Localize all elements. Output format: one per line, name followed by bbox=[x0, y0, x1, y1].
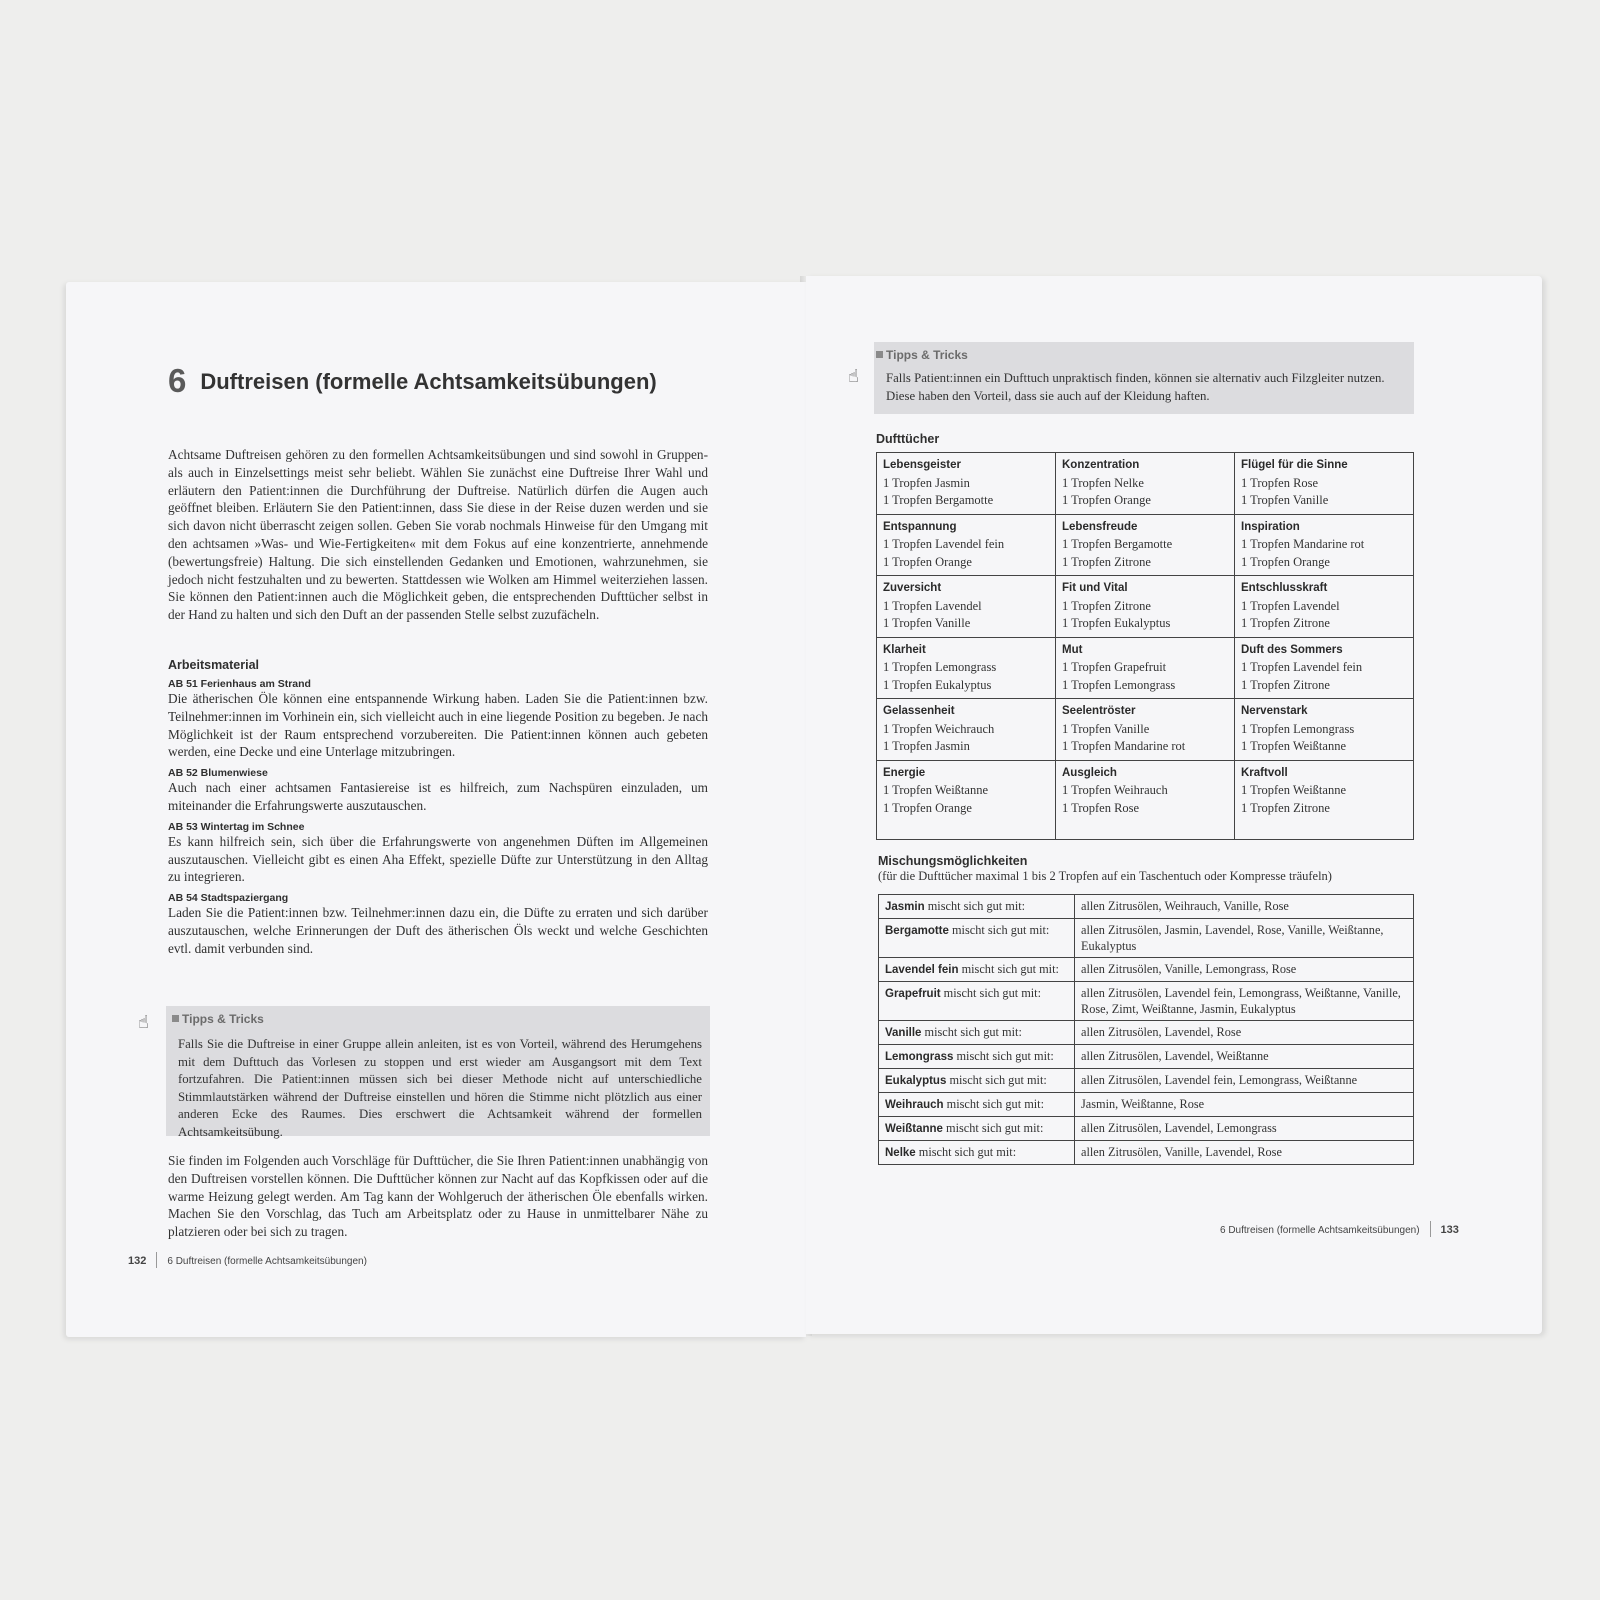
dufttuch-cell bbox=[1056, 699, 1235, 761]
mix-suffix: mischt sich gut mit: bbox=[946, 1097, 1045, 1111]
material-text: Auch nach einer achtsamen Fantasiereise ist es hilfreich, zum Nachspüren einzuladen, um miteinander die Erfahrungswerte auszutauschen. bbox=[168, 780, 708, 813]
dufttuch-name: Gelassenheit bbox=[883, 705, 955, 717]
mix-suffix: mischt sich gut mit: bbox=[943, 986, 1042, 1000]
mix-suffix: mischt sich gut mit: bbox=[924, 1025, 1022, 1039]
dufttuch-row bbox=[877, 576, 1414, 638]
dufttuch-ingredient: 1 Tropfen Orange bbox=[883, 554, 972, 569]
mix-row bbox=[879, 1141, 1414, 1165]
dufttuch-row bbox=[877, 637, 1414, 699]
dufttuch-name: Duft des Sommers bbox=[1241, 643, 1343, 656]
dufttuch-ingredient: 1 Tropfen Zitrone bbox=[1241, 616, 1330, 630]
dufttuch-cell bbox=[877, 637, 1056, 699]
tip-heading bbox=[876, 348, 968, 362]
chapter-number: 6 bbox=[168, 362, 187, 399]
dufttuch-name: Klarheit bbox=[883, 643, 926, 656]
mix-row bbox=[879, 1069, 1414, 1093]
dufttuch-ingredient: 1 Tropfen Lemongrass bbox=[883, 660, 997, 674]
mix-oil-name: Weihrauch bbox=[885, 1099, 944, 1111]
left-page bbox=[66, 282, 806, 1337]
mix-oil-name: Grapefruit bbox=[885, 988, 941, 1000]
dufttuch-name: Energie bbox=[883, 766, 926, 779]
mix-oil-name: Lavendel fein bbox=[885, 964, 959, 976]
mix-suffix: mischt sich gut mit: bbox=[949, 1073, 1047, 1087]
dufttuch-ingredient: 1 Tropfen Jasmin bbox=[883, 475, 970, 490]
dufttuch-name: Lebensfreude bbox=[1062, 520, 1138, 533]
mix-oil-cell bbox=[879, 958, 1075, 982]
mix-row bbox=[879, 1093, 1414, 1117]
dufttuch-ingredient: 1 Tropfen Jasmin bbox=[883, 739, 970, 753]
mix-suffix: mischt sich gut mit: bbox=[927, 899, 1026, 913]
mix-row bbox=[879, 1117, 1414, 1141]
page-number: 133 bbox=[1440, 1224, 1459, 1236]
dufttuch-ingredient: 1 Tropfen Mandarine rot bbox=[1241, 537, 1365, 551]
right-page bbox=[806, 276, 1542, 1334]
dufttuch-ingredient: 1 Tropfen Vanille bbox=[883, 616, 971, 630]
tip-heading-text: Tipps & Tricks bbox=[886, 348, 968, 362]
dufttuch-cell bbox=[877, 699, 1056, 761]
mix-suffix: mischt sich gut mit: bbox=[961, 962, 1059, 976]
footer-divider bbox=[1430, 1221, 1431, 1237]
dufttuch-ingredient: 1 Tropfen Weißtanne bbox=[1241, 739, 1347, 753]
dufttuch-ingredient: 1 Tropfen Mandarine rot bbox=[1062, 739, 1186, 753]
right-footer bbox=[1220, 1221, 1459, 1237]
dufttuch-name: Zuversicht bbox=[883, 582, 942, 594]
tip-square-icon bbox=[876, 351, 883, 358]
dufttuch-ingredient: 1 Tropfen Nelke bbox=[1062, 475, 1144, 490]
chapter-title bbox=[168, 362, 657, 400]
dufttuch-ingredient: 1 Tropfen Orange bbox=[883, 800, 972, 815]
dufttuch-ingredient: 1 Tropfen Weißtanne bbox=[883, 783, 989, 797]
material-item bbox=[168, 821, 708, 886]
dufttuch-cell bbox=[1235, 453, 1414, 515]
mix-oil-cell bbox=[879, 1021, 1075, 1045]
tip-box bbox=[166, 1006, 710, 1139]
footer-divider bbox=[156, 1252, 157, 1268]
dufttuch-cell bbox=[1056, 453, 1235, 515]
dufttuch-ingredient: 1 Tropfen Bergamotte bbox=[883, 493, 994, 507]
dufttuch-cell bbox=[1235, 699, 1414, 761]
dufttuch-ingredient: 1 Tropfen Lavendel fein bbox=[1241, 660, 1363, 674]
dufttuch-ingredient: 1 Tropfen Lemongrass bbox=[1241, 721, 1355, 736]
mix-value: allen Zitrusölen, Lavendel fein, Lemongrass, Weißtanne bbox=[1075, 1069, 1414, 1093]
mix-value: Jasmin, Weißtanne, Rose bbox=[1075, 1093, 1414, 1117]
mix-oil-cell bbox=[879, 1141, 1075, 1165]
dufttuch-name: Nervenstark bbox=[1241, 705, 1308, 717]
dufttuch-cell bbox=[1235, 637, 1414, 699]
mix-row bbox=[879, 1045, 1414, 1069]
mix-row bbox=[879, 895, 1414, 919]
closing-paragraph: Sie finden im Folgenden auch Vorschläge für Dufttücher, die Sie Ihren Patient:innen unabhängig von den Duftreisen vorstellen können. Die Dufttücher können zur Nacht auf das Kopfkissen oder auf die warme Heizung gelegt werden. Am Tag kann der Wohlgeruch der ätherischen Öle ebenfalls wirken. Machen Sie den Vorschlag, das Tuch am Arbeitsplatz oder zu Hause in unmittelbarer Nähe zu platzieren oder bei sich zu tragen. bbox=[168, 1153, 708, 1240]
materials-list bbox=[168, 672, 708, 958]
material-item bbox=[168, 892, 708, 957]
dufttuch-name: Entschlusskraft bbox=[1241, 582, 1328, 594]
dufttuch-ingredient: 1 Tropfen Rose bbox=[1241, 475, 1319, 490]
tip-text: Falls Patient:innen ein Dufttuch unpraktisch finden, können sie alternativ auch Filzgleiter nutzen. Diese haben den Vorteil, dass sie auch auf der Kleidung haften. bbox=[886, 371, 1385, 403]
dufttuch-ingredient: 1 Tropfen Weichrauch bbox=[883, 721, 995, 736]
material-item bbox=[168, 678, 708, 761]
mix-value: allen Zitrusölen, Vanille, Lavendel, Rose bbox=[1075, 1141, 1414, 1165]
mix-row bbox=[879, 982, 1414, 1021]
mix-value: allen Zitrusölen, Lavendel, Rose bbox=[1075, 1021, 1414, 1045]
dufttuch-ingredient: 1 Tropfen Weißtanne bbox=[1241, 783, 1347, 797]
chapter-title-text: Duftreisen (formelle Achtsamkeitsübungen) bbox=[200, 369, 657, 394]
mix-heading: Mischungsmöglichkeiten bbox=[878, 854, 1028, 868]
dufttuch-name: Fit und Vital bbox=[1062, 582, 1128, 594]
mix-suffix: mischt sich gut mit: bbox=[946, 1121, 1044, 1135]
dufttuch-name: Kraftvoll bbox=[1241, 766, 1288, 779]
mix-oil-cell bbox=[879, 982, 1075, 1021]
running-head: 6 Duftreisen (formelle Achtsamkeitsübungen) bbox=[167, 1256, 367, 1267]
dufttuch-cell bbox=[1056, 760, 1235, 839]
dufttuch-cell bbox=[877, 760, 1056, 839]
dufttuch-ingredient: 1 Tropfen Zitrone bbox=[1241, 800, 1330, 815]
dufttuch-cell bbox=[1056, 637, 1235, 699]
material-heading: Arbeitsmaterial bbox=[168, 658, 260, 672]
intro-paragraph: Achtsame Duftreisen gehören zu den formellen Achtsamkeitsübungen und sind sowohl in Gruppen-als auch in Einzelsettings meist sehr beliebt. Wählen Sie zunächst eine Duftreise Ihrer Wahl und erläutern den Patient:innen die Durchführung der Duftreise. Natürlich dürfen die Augen auch geöffnet bleiben. Erläutern Sie den Patient:innen, dass Sie diese in der Reise duzen werden und sie sich davon nicht überrascht zeigen sollen. Geben Sie vorab nochmals Hinweise für den Umgang mit den achtsamen »Was- und Wie-Fertigkeiten« mit dem Fokus auf eine konzentrierte, annehmende (bewertungsfreie) Haltung. Die sich einstellenden Gedanken und Emotionen, wahrzunehmen, sie jedoch nicht festzuhalten und zu bewerten. Stattdessen wie Wolken am Himmel weiterziehen lassen. Sie können den Patient:innen auch die Möglichkeit geben, die entsprechenden Dufttücher selbst in der Hand zu halten und sich den Duft an der passenden Stelle selbst zuzufächeln. bbox=[168, 447, 708, 623]
mix-subheading: (für die Dufttücher maximal 1 bis 2 Tropfen auf ein Taschentuch oder Kompresse träufeln) bbox=[878, 869, 1332, 883]
pointing-hand-icon: ☝ bbox=[848, 366, 859, 387]
dufttuch-ingredient: 1 Tropfen Eukalyptus bbox=[1062, 616, 1171, 630]
dufttuch-ingredient: 1 Tropfen Vanille bbox=[1241, 493, 1329, 507]
dufttuch-cell bbox=[1235, 760, 1414, 839]
mix-oil-cell bbox=[879, 919, 1075, 958]
material-title: AB 53 Wintertag im Schnee bbox=[168, 820, 305, 833]
dufttuch-ingredient: 1 Tropfen Eukalyptus bbox=[883, 677, 992, 692]
dufttuch-ingredient: 1 Tropfen Zitrone bbox=[1062, 598, 1151, 613]
tip-square-icon bbox=[172, 1015, 179, 1022]
dufttuch-cell bbox=[1056, 514, 1235, 576]
tip-box bbox=[874, 342, 1414, 414]
tip-heading-text: Tipps & Tricks bbox=[182, 1012, 264, 1026]
material-text: Es kann hilfreich sein, sich über die Erfahrungswerte von angenehmen Düften im Allgemeinen auszutauschen. Vielleicht gibt es einen Aha Effekt, spezielle Düfte zur Unterstützung in den Alltag zu integrieren. bbox=[168, 833, 708, 885]
dufttuch-name: Flügel für die Sinne bbox=[1241, 459, 1348, 471]
mix-oil-cell bbox=[879, 895, 1075, 919]
dufttuch-row bbox=[877, 514, 1414, 576]
dufttuch-name: Konzentration bbox=[1062, 459, 1140, 471]
material-text: Laden Sie die Patient:innen bzw. Teilnehmer:innen dazu ein, die Düfte zu erraten und sich darüber auszutauschen, welche Erinnerungen der Duft des ätherischen Öls weckt und welche Geschichten evtl. damit verbunden sind. bbox=[168, 905, 708, 956]
dufttuch-ingredient: 1 Tropfen Lavendel bbox=[1241, 598, 1340, 613]
mix-row bbox=[879, 919, 1414, 958]
dufttuch-ingredient: 1 Tropfen Lavendel fein bbox=[883, 537, 1005, 551]
material-title: AB 54 Stadtspaziergang bbox=[168, 892, 289, 905]
dufttuch-row bbox=[877, 760, 1414, 839]
dufttuecher-heading: Dufttücher bbox=[876, 432, 940, 446]
mix-table bbox=[878, 894, 1414, 1165]
dufttuch-ingredient: 1 Tropfen Bergamotte bbox=[1062, 537, 1173, 551]
mix-oil-cell bbox=[879, 1045, 1075, 1069]
tip-heading bbox=[172, 1012, 264, 1026]
mix-suffix: mischt sich gut mit: bbox=[956, 1049, 1054, 1063]
dufttuch-ingredient: 1 Tropfen Grapefruit bbox=[1062, 660, 1167, 674]
dufttuch-ingredient: 1 Tropfen Vanille bbox=[1062, 721, 1150, 736]
mix-oil-name: Eukalyptus bbox=[885, 1075, 947, 1087]
dufttuch-name: Lebensgeister bbox=[883, 459, 961, 471]
mix-value: allen Zitrusölen, Lavendel, Weißtanne bbox=[1075, 1045, 1414, 1069]
mix-suffix: mischt sich gut mit: bbox=[951, 923, 1050, 937]
left-footer bbox=[128, 1252, 367, 1268]
mix-oil-name: Lemongrass bbox=[885, 1051, 954, 1063]
mix-value: allen Zitrusölen, Lavendel, Lemongrass bbox=[1075, 1117, 1414, 1141]
dufttuch-cell bbox=[1235, 514, 1414, 576]
dufttuch-ingredient: 1 Tropfen Orange bbox=[1062, 493, 1151, 507]
page-number: 132 bbox=[128, 1255, 147, 1267]
mix-row bbox=[879, 958, 1414, 982]
dufttuch-row bbox=[877, 699, 1414, 761]
mix-row bbox=[879, 1021, 1414, 1045]
material-item bbox=[168, 767, 708, 815]
mix-value: allen Zitrusölen, Jasmin, Lavendel, Rose, Vanille, Weißtanne, Eukalyptus bbox=[1075, 919, 1414, 958]
mix-suffix: mischt sich gut mit: bbox=[918, 1145, 1017, 1159]
dufttuch-cell bbox=[1235, 576, 1414, 638]
material-title: AB 52 Blumenwiese bbox=[168, 767, 268, 780]
tip-text: Falls Sie die Duftreise in einer Gruppe allein anleiten, ist es von Vorteil, während des Herumgehens mit dem Dufttuch das Vorlesen zu stoppen und erst wieder am Ausgangsort mit dem Text fortzufahren. Die Patient:innen müssen sich bei dieser Methode nicht auf unterschiedliche Stimmlautstärken während der Duftreise einstellen und hören die Stimme nicht plötzlich aus einer anderen Ecke des Raumes. Dies erschwert die Achtsamkeit während der formellen Achtsamkeitsübung. bbox=[178, 1037, 702, 1139]
dufttuch-name: Ausgleich bbox=[1062, 766, 1117, 779]
mix-oil-cell bbox=[879, 1093, 1075, 1117]
dufttuch-ingredient: 1 Tropfen Orange bbox=[1241, 554, 1330, 569]
dufttuch-cell bbox=[877, 514, 1056, 576]
mix-value: allen Zitrusölen, Lavendel fein, Lemongrass, Weißtanne, Vanille, Rose, Zimt, Weißtanne, Jasmin, Eukalyptus bbox=[1075, 982, 1414, 1021]
pointing-hand-icon: ☝ bbox=[138, 1012, 149, 1033]
dufttuch-cell bbox=[877, 453, 1056, 515]
dufttuch-name: Mut bbox=[1062, 643, 1083, 656]
material-title: AB 51 Ferienhaus am Strand bbox=[168, 678, 311, 690]
mix-value: allen Zitrusölen, Weihrauch, Vanille, Rose bbox=[1075, 895, 1414, 919]
mix-oil-cell bbox=[879, 1069, 1075, 1093]
mix-value: allen Zitrusölen, Vanille, Lemongrass, Rose bbox=[1075, 958, 1414, 982]
mix-oil-name: Weißtanne bbox=[885, 1123, 943, 1135]
dufttuch-ingredient: 1 Tropfen Weihrauch bbox=[1062, 783, 1168, 797]
dufttuch-name: Seelentröster bbox=[1062, 705, 1136, 717]
dufttuch-ingredient: 1 Tropfen Zitrone bbox=[1062, 554, 1151, 569]
dufttuch-ingredient: 1 Tropfen Lavendel bbox=[883, 598, 982, 613]
mix-oil-name: Jasmin bbox=[885, 901, 925, 913]
dufttuecher-table bbox=[876, 452, 1414, 840]
mix-oil-name: Nelke bbox=[885, 1147, 916, 1159]
dufttuch-ingredient: 1 Tropfen Lemongrass bbox=[1062, 677, 1176, 692]
dufttuch-name: Entspannung bbox=[883, 520, 957, 533]
running-head: 6 Duftreisen (formelle Achtsamkeitsübungen) bbox=[1220, 1225, 1420, 1236]
mix-oil-name: Bergamotte bbox=[885, 925, 949, 937]
dufttuch-name: Inspiration bbox=[1241, 520, 1300, 533]
dufttuch-ingredient: 1 Tropfen Zitrone bbox=[1241, 677, 1330, 692]
dufttuch-ingredient: 1 Tropfen Rose bbox=[1062, 800, 1140, 815]
material-text: Die ätherischen Öle können eine entspannende Wirkung haben. Laden Sie die Patient:innen bzw. Teilnehmer:innen im Vorhinein ein, sich vielleicht auch in eine liegende Position zu begeben. Je nach Möglichkeit ist der Raum entsprechend vorzubereiten. Die Patient:innen können auch gebeten werden, eine Decke und eine Unterlage mitzubringen. bbox=[168, 691, 708, 760]
dufttuch-row bbox=[877, 453, 1414, 515]
mix-oil-name: Vanille bbox=[885, 1027, 922, 1039]
dufttuch-cell bbox=[1056, 576, 1235, 638]
mix-oil-cell bbox=[879, 1117, 1075, 1141]
dufttuch-cell bbox=[877, 576, 1056, 638]
